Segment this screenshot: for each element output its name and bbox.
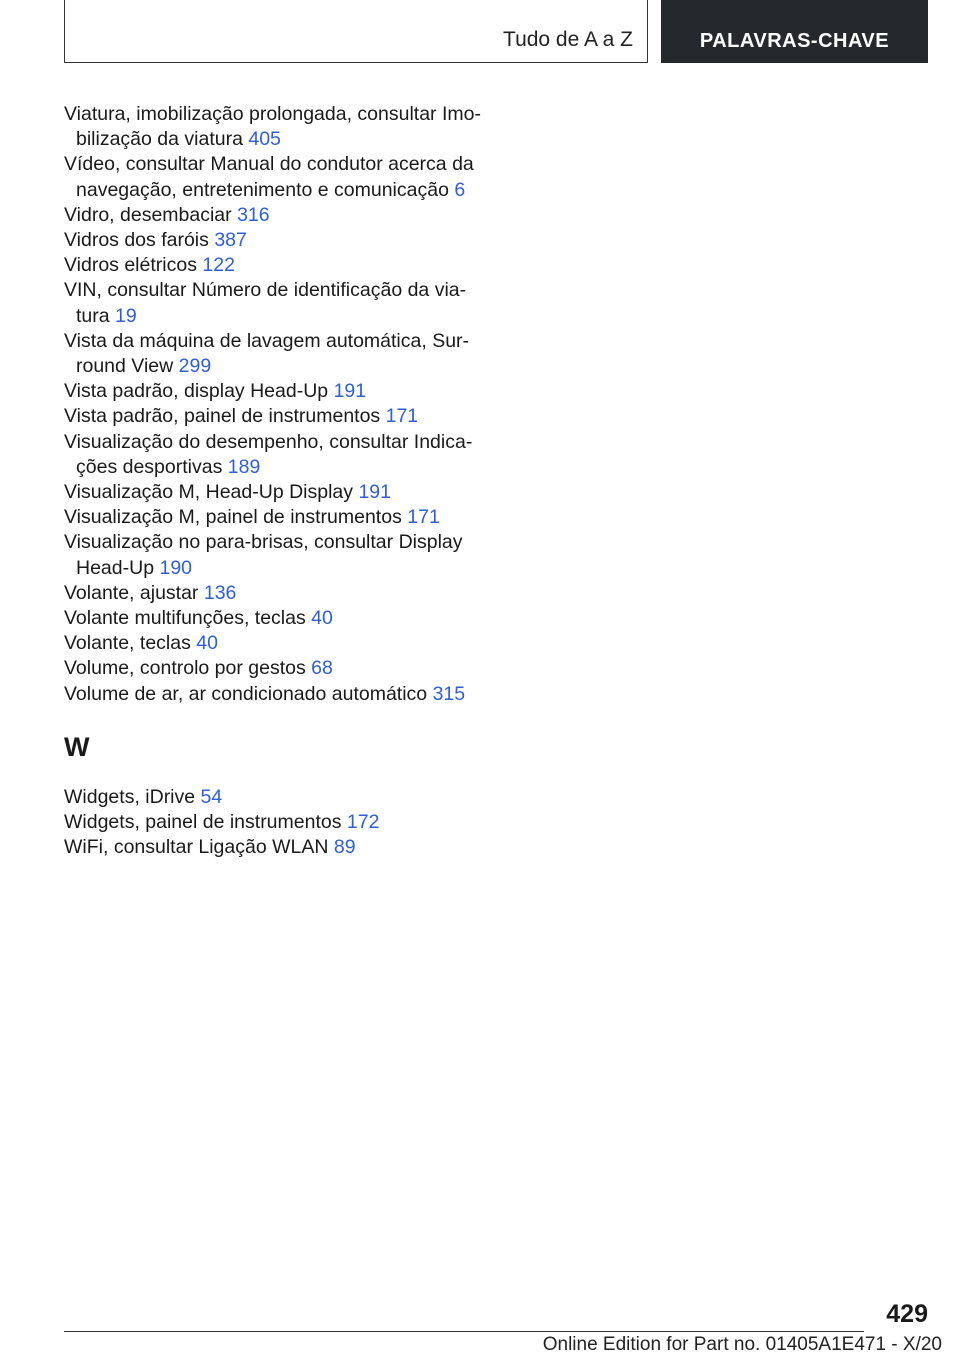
- index-entry-text: Visualização do desempenho, consultar Indica-ções desportivas: [64, 430, 473, 478]
- index-entry: [64, 379, 484, 404]
- index-entry: [64, 228, 484, 253]
- index-entry: [64, 530, 484, 580]
- index-entry-text: Volante, ajustar: [64, 581, 199, 604]
- index-entry-text: Widgets, iDrive: [64, 785, 196, 808]
- index-group-w: [64, 785, 484, 861]
- index-page-link[interactable]: 171: [407, 506, 440, 529]
- index-entry-text: Volante multifunções, teclas: [64, 607, 306, 630]
- index-entry: [64, 278, 484, 328]
- index-entry: [64, 152, 484, 202]
- index-entry-text: Visualização M, Head-Up Display: [64, 481, 354, 504]
- index-letter-heading: W: [64, 731, 90, 762]
- index-page-link[interactable]: 68: [311, 657, 333, 680]
- index-entry-text: Volante, teclas: [64, 632, 191, 655]
- index-entry-text: WiFi, consultar Ligação WLAN: [64, 836, 329, 859]
- index-page-link[interactable]: 405: [248, 128, 281, 151]
- index-page-link[interactable]: 172: [346, 811, 380, 834]
- index-entry-text: Visualização no para-brisas, consultar Display Head-Up: [64, 531, 463, 579]
- index-page-link[interactable]: 122: [202, 254, 235, 277]
- index-page-link[interactable]: 299: [178, 355, 212, 378]
- index-page-link[interactable]: 191: [333, 380, 367, 403]
- index-entry: [64, 606, 484, 631]
- index-entry-text: Vista padrão, painel de instrumentos: [64, 405, 381, 428]
- index-entry: [64, 631, 484, 656]
- index-entry-text: VIN, consultar Número de identificação da via-tura: [64, 279, 467, 327]
- index-entry-text: Widgets, painel de instrumentos: [64, 811, 342, 834]
- section-tab: [64, 0, 648, 63]
- index-entry: [64, 810, 484, 835]
- index-list: [64, 102, 484, 860]
- index-entry: [64, 430, 484, 480]
- index-entry-text: Vidro, desembaciar: [64, 203, 232, 226]
- index-entry-text: Visualização M, painel de instrumentos: [64, 506, 402, 529]
- index-entry: [64, 682, 484, 707]
- chapter-tab: [661, 0, 928, 63]
- page-number: 429: [886, 1300, 928, 1328]
- index-group-v: [64, 102, 484, 707]
- footer-edition: Online Edition for Part no. 01405A1E471 - X/20: [542, 1334, 942, 1355]
- index-entry-text: Vista da máquina de lavagem automática, Sur-round View: [64, 329, 470, 378]
- page-header: [64, 0, 928, 64]
- chapter-title: PALAVRAS-CHAVE: [699, 30, 890, 52]
- index-entry: [64, 253, 484, 278]
- index-page-link[interactable]: 54: [200, 785, 223, 808]
- index-entry: [64, 203, 484, 228]
- index-entry-text: Volume de ar, ar condicionado automático: [64, 682, 428, 705]
- index-page-link[interactable]: 387: [214, 229, 247, 252]
- index-page-link[interactable]: 19: [115, 304, 137, 327]
- index-entry: [64, 480, 484, 505]
- index-entry: [64, 656, 484, 681]
- index-entry-text: Vidros elétricos: [64, 254, 197, 277]
- section-title: Tudo de A a Z: [503, 28, 633, 51]
- index-page-link[interactable]: 190: [159, 556, 193, 579]
- index-entry: [64, 785, 484, 810]
- index-entry-text: Vista padrão, display Head-Up: [64, 380, 329, 403]
- index-page-link[interactable]: 191: [358, 481, 391, 504]
- index-entry: [64, 581, 484, 606]
- index-page-link[interactable]: 6: [454, 178, 466, 201]
- index-entry-text: Vidros dos faróis: [64, 229, 209, 252]
- index-entry-text: Viatura, imobilização prolongada, consultar Imo-bilização da viatura: [64, 103, 481, 151]
- index-entry: [64, 329, 484, 379]
- index-page-link[interactable]: 171: [385, 405, 419, 428]
- index-entry-text: Volume, controlo por gestos: [64, 657, 306, 680]
- index-entry: [64, 505, 484, 530]
- index-entry: [64, 835, 484, 860]
- index-entry: [64, 404, 484, 429]
- index-page-link[interactable]: 315: [432, 682, 466, 705]
- index-page-link[interactable]: 136: [203, 581, 237, 604]
- index-page-link[interactable]: 189: [227, 455, 261, 478]
- index-entry: [64, 102, 484, 152]
- index-page-link[interactable]: 316: [237, 203, 270, 226]
- index-page-link[interactable]: 40: [311, 607, 333, 630]
- footer-divider: [64, 1331, 864, 1332]
- index-page-link[interactable]: 40: [196, 632, 218, 655]
- index-entry-text: Vídeo, consultar Manual do condutor acerca da navegação, entretenimento e comunicação: [64, 153, 474, 201]
- index-page-link[interactable]: 89: [333, 836, 356, 859]
